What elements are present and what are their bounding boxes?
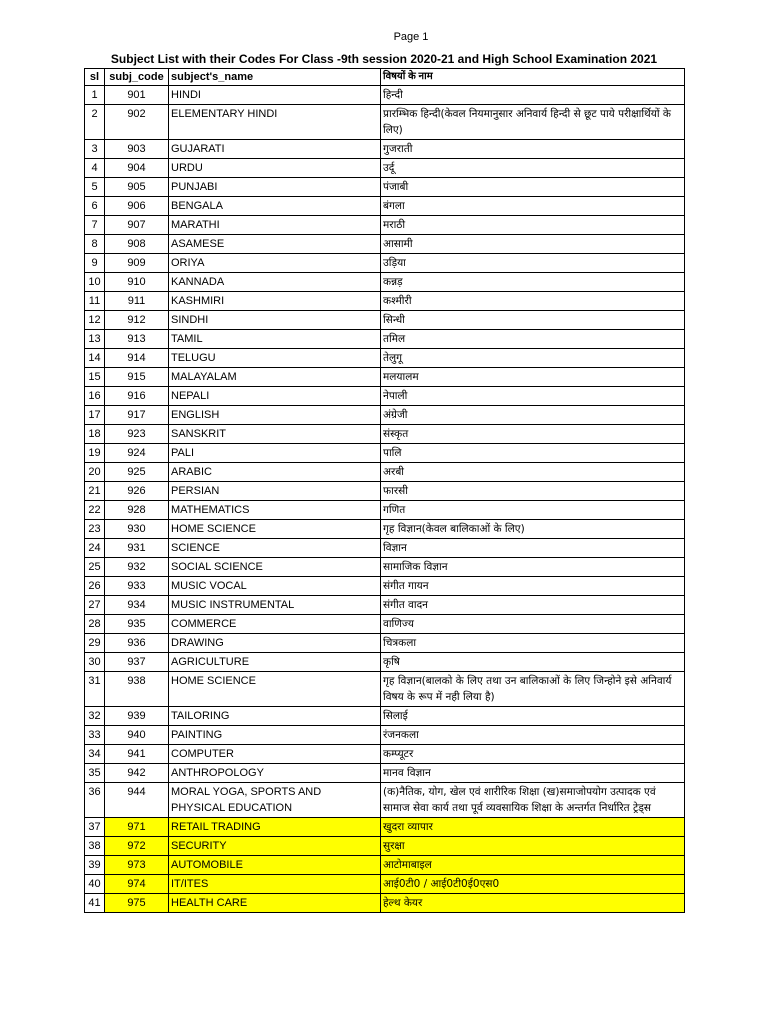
cell-subject-code: 924 xyxy=(105,444,169,463)
cell-subject-name: PALI xyxy=(169,444,381,463)
cell-subject-code: 901 xyxy=(105,86,169,105)
cell-serial-number: 29 xyxy=(85,634,105,653)
cell-subject-code: 904 xyxy=(105,159,169,178)
cell-subject-code: 942 xyxy=(105,764,169,783)
cell-subject-code: 906 xyxy=(105,197,169,216)
cell-subject-name: IT/ITES xyxy=(169,875,381,894)
cell-serial-number: 30 xyxy=(85,653,105,672)
cell-serial-number: 4 xyxy=(85,159,105,178)
cell-serial-number: 37 xyxy=(85,818,105,837)
cell-subject-code: 971 xyxy=(105,818,169,837)
cell-subject-name: DRAWING xyxy=(169,634,381,653)
cell-serial-number: 21 xyxy=(85,482,105,501)
cell-hindi-name: चित्रकला xyxy=(381,634,685,653)
table-row xyxy=(85,482,685,501)
cell-serial-number: 25 xyxy=(85,558,105,577)
cell-subject-code: 975 xyxy=(105,894,169,913)
table-row xyxy=(85,292,685,311)
cell-serial-number: 32 xyxy=(85,707,105,726)
cell-hindi-name: गृह विज्ञान(केवल बालिकाओं के लिए) xyxy=(381,520,685,539)
cell-subject-name: NEPALI xyxy=(169,387,381,406)
table-row xyxy=(85,273,685,292)
cell-subject-name: PUNJABI xyxy=(169,178,381,197)
table-row xyxy=(85,105,685,140)
cell-subject-code: 933 xyxy=(105,577,169,596)
table-row xyxy=(85,653,685,672)
cell-serial-number: 6 xyxy=(85,197,105,216)
cell-serial-number: 14 xyxy=(85,349,105,368)
cell-serial-number: 3 xyxy=(85,140,105,159)
cell-subject-name: SCIENCE xyxy=(169,539,381,558)
table-row xyxy=(85,837,685,856)
column-header-hindi-name: विषयों के नाम xyxy=(381,69,685,86)
cell-hindi-name: आटोमाबाइल xyxy=(381,856,685,875)
cell-serial-number: 27 xyxy=(85,596,105,615)
cell-subject-code: 941 xyxy=(105,745,169,764)
cell-subject-name: URDU xyxy=(169,159,381,178)
cell-subject-name: COMPUTER xyxy=(169,745,381,764)
cell-subject-name: SECURITY xyxy=(169,837,381,856)
cell-serial-number: 40 xyxy=(85,875,105,894)
table-row xyxy=(85,425,685,444)
cell-subject-code: 917 xyxy=(105,406,169,425)
cell-subject-code: 923 xyxy=(105,425,169,444)
table-row xyxy=(85,875,685,894)
cell-subject-name: MALAYALAM xyxy=(169,368,381,387)
cell-serial-number: 39 xyxy=(85,856,105,875)
cell-serial-number: 26 xyxy=(85,577,105,596)
cell-subject-name: SINDHI xyxy=(169,311,381,330)
cell-hindi-name: कश्मीरी xyxy=(381,292,685,311)
column-header-subj-code: subj_code xyxy=(105,69,169,86)
cell-subject-code: 914 xyxy=(105,349,169,368)
cell-hindi-name: आई0टी0 / आई0टी0ई0एस0 xyxy=(381,875,685,894)
cell-hindi-name: पालि xyxy=(381,444,685,463)
cell-serial-number: 13 xyxy=(85,330,105,349)
table-row xyxy=(85,818,685,837)
cell-hindi-name: हेल्थ केयर xyxy=(381,894,685,913)
cell-subject-name: HEALTH CARE xyxy=(169,894,381,913)
cell-subject-name: KANNADA xyxy=(169,273,381,292)
table-row xyxy=(85,406,685,425)
cell-hindi-name: संगीत वादन xyxy=(381,596,685,615)
cell-subject-name: HINDI xyxy=(169,86,381,105)
cell-serial-number: 1 xyxy=(85,86,105,105)
table-row xyxy=(85,349,685,368)
cell-subject-code: 916 xyxy=(105,387,169,406)
table-row xyxy=(85,783,685,818)
table-row xyxy=(85,745,685,764)
cell-serial-number: 23 xyxy=(85,520,105,539)
document-title: Subject List with their Codes For Class -9th session 2020-21 and High School Examination 2021 xyxy=(110,52,658,66)
cell-subject-name: RETAIL TRADING xyxy=(169,818,381,837)
cell-subject-name: MORAL YOGA, SPORTS AND PHYSICAL EDUCATION xyxy=(169,783,381,818)
cell-subject-name: TAMIL xyxy=(169,330,381,349)
cell-subject-code: 911 xyxy=(105,292,169,311)
cell-serial-number: 5 xyxy=(85,178,105,197)
cell-serial-number: 28 xyxy=(85,615,105,634)
table-row xyxy=(85,86,685,105)
cell-subject-name: HOME SCIENCE xyxy=(169,520,381,539)
cell-serial-number: 24 xyxy=(85,539,105,558)
cell-serial-number: 22 xyxy=(85,501,105,520)
table-row xyxy=(85,501,685,520)
cell-serial-number: 33 xyxy=(85,726,105,745)
cell-subject-code: 932 xyxy=(105,558,169,577)
table-row xyxy=(85,140,685,159)
cell-hindi-name: मराठी xyxy=(381,216,685,235)
cell-serial-number: 41 xyxy=(85,894,105,913)
cell-serial-number: 9 xyxy=(85,254,105,273)
cell-subject-name: GUJARATI xyxy=(169,140,381,159)
cell-hindi-name: गृह विज्ञान(बालको के लिए तथा उन बालिकाओं के लिए जिन्होने इसे अनिवार्य विषय के रूप में नही लिया है) xyxy=(381,672,685,707)
cell-subject-name: ARABIC xyxy=(169,463,381,482)
cell-subject-name: PAINTING xyxy=(169,726,381,745)
cell-subject-code: 944 xyxy=(105,783,169,818)
cell-serial-number: 20 xyxy=(85,463,105,482)
cell-subject-name: TELUGU xyxy=(169,349,381,368)
cell-serial-number: 17 xyxy=(85,406,105,425)
cell-hindi-name: कृषि xyxy=(381,653,685,672)
cell-hindi-name: हिन्दी xyxy=(381,86,685,105)
cell-hindi-name: तमिल xyxy=(381,330,685,349)
cell-serial-number: 15 xyxy=(85,368,105,387)
cell-subject-code: 909 xyxy=(105,254,169,273)
cell-subject-code: 973 xyxy=(105,856,169,875)
cell-hindi-name: सामाजिक विज्ञान xyxy=(381,558,685,577)
cell-hindi-name: (क)नैतिक, योग, खेल एवं शारीरिक शिक्षा (ख)समाजोपयोग उत्पादक एवं सामाज सेवा कार्य तथा पूर्व व्यवसायिक शिक्षा के अन्तर्गत निर्धारित ट्रेड्स xyxy=(381,783,685,818)
cell-hindi-name: गुजराती xyxy=(381,140,685,159)
cell-hindi-name: वाणिज्य xyxy=(381,615,685,634)
cell-subject-code: 972 xyxy=(105,837,169,856)
cell-subject-code: 902 xyxy=(105,105,169,140)
cell-hindi-name: उड़िया xyxy=(381,254,685,273)
cell-hindi-name: तेलुगू xyxy=(381,349,685,368)
table-row xyxy=(85,197,685,216)
cell-subject-code: 915 xyxy=(105,368,169,387)
subject-code-table xyxy=(84,68,685,913)
cell-subject-code: 905 xyxy=(105,178,169,197)
cell-subject-name: AGRICULTURE xyxy=(169,653,381,672)
table-row xyxy=(85,311,685,330)
cell-hindi-name: कम्प्यूटर xyxy=(381,745,685,764)
cell-serial-number: 38 xyxy=(85,837,105,856)
cell-serial-number: 35 xyxy=(85,764,105,783)
cell-hindi-name: अंग्रेजी xyxy=(381,406,685,425)
table-row xyxy=(85,764,685,783)
cell-hindi-name: मलयालम xyxy=(381,368,685,387)
table-row xyxy=(85,596,685,615)
table-row xyxy=(85,463,685,482)
cell-serial-number: 18 xyxy=(85,425,105,444)
cell-hindi-name: सिन्धी xyxy=(381,311,685,330)
cell-subject-name: TAILORING xyxy=(169,707,381,726)
cell-hindi-name: सिलाई xyxy=(381,707,685,726)
table-row xyxy=(85,615,685,634)
table-body xyxy=(85,86,685,913)
cell-hindi-name: संस्कृत xyxy=(381,425,685,444)
cell-serial-number: 8 xyxy=(85,235,105,254)
cell-subject-code: 910 xyxy=(105,273,169,292)
table-row xyxy=(85,444,685,463)
cell-subject-code: 939 xyxy=(105,707,169,726)
cell-subject-name: MARATHI xyxy=(169,216,381,235)
cell-subject-code: 925 xyxy=(105,463,169,482)
cell-hindi-name: नेपाली xyxy=(381,387,685,406)
cell-hindi-name: कन्नड़ xyxy=(381,273,685,292)
table-row xyxy=(85,368,685,387)
cell-subject-code: 928 xyxy=(105,501,169,520)
cell-subject-name: SOCIAL SCIENCE xyxy=(169,558,381,577)
cell-serial-number: 7 xyxy=(85,216,105,235)
cell-subject-code: 974 xyxy=(105,875,169,894)
cell-serial-number: 34 xyxy=(85,745,105,764)
table-row xyxy=(85,558,685,577)
cell-subject-name: ELEMENTARY HINDI xyxy=(169,105,381,140)
page-number-label: Page 1 xyxy=(393,31,429,43)
cell-serial-number: 11 xyxy=(85,292,105,311)
cell-subject-code: 907 xyxy=(105,216,169,235)
cell-subject-name: ORIYA xyxy=(169,254,381,273)
table-row xyxy=(85,577,685,596)
cell-subject-code: 934 xyxy=(105,596,169,615)
cell-subject-name: ASAMESE xyxy=(169,235,381,254)
table-row xyxy=(85,539,685,558)
cell-subject-name: MATHEMATICS xyxy=(169,501,381,520)
cell-hindi-name: विज्ञान xyxy=(381,539,685,558)
table-row xyxy=(85,672,685,707)
cell-serial-number: 19 xyxy=(85,444,105,463)
cell-hindi-name: आसामी xyxy=(381,235,685,254)
cell-subject-name: BENGALA xyxy=(169,197,381,216)
table-row xyxy=(85,254,685,273)
cell-serial-number: 12 xyxy=(85,311,105,330)
cell-hindi-name: फारसी xyxy=(381,482,685,501)
table-row xyxy=(85,634,685,653)
cell-hindi-name: उर्दू xyxy=(381,159,685,178)
table-header-row xyxy=(85,69,685,86)
cell-hindi-name: प्रारम्भिक हिन्दी(केवल नियमानुसार अनिवार्य हिन्दी से छूट पाये परीक्षार्थियों के लिए) xyxy=(381,105,685,140)
cell-subject-name: ENGLISH xyxy=(169,406,381,425)
column-header-sl: sl xyxy=(85,69,105,86)
cell-subject-code: 913 xyxy=(105,330,169,349)
table-row xyxy=(85,235,685,254)
cell-subject-code: 938 xyxy=(105,672,169,707)
cell-subject-name: ANTHROPOLOGY xyxy=(169,764,381,783)
cell-subject-code: 903 xyxy=(105,140,169,159)
cell-subject-code: 937 xyxy=(105,653,169,672)
cell-subject-name: SANSKRIT xyxy=(169,425,381,444)
cell-hindi-name: अरबी xyxy=(381,463,685,482)
table-row xyxy=(85,387,685,406)
column-header-subject-name: subject's_name xyxy=(169,69,381,86)
cell-hindi-name: संगीत गायन xyxy=(381,577,685,596)
table-row xyxy=(85,216,685,235)
cell-subject-code: 931 xyxy=(105,539,169,558)
table-row xyxy=(85,520,685,539)
cell-hindi-name: पंजाबी xyxy=(381,178,685,197)
table-row xyxy=(85,159,685,178)
cell-hindi-name: रंजनकला xyxy=(381,726,685,745)
cell-hindi-name: बंगला xyxy=(381,197,685,216)
cell-subject-name: PERSIAN xyxy=(169,482,381,501)
table-row xyxy=(85,707,685,726)
cell-subject-code: 912 xyxy=(105,311,169,330)
table-row xyxy=(85,894,685,913)
cell-serial-number: 31 xyxy=(85,672,105,707)
cell-subject-name: HOME SCIENCE xyxy=(169,672,381,707)
cell-hindi-name: गणित xyxy=(381,501,685,520)
cell-subject-code: 926 xyxy=(105,482,169,501)
cell-subject-code: 908 xyxy=(105,235,169,254)
table-row xyxy=(85,726,685,745)
cell-serial-number: 2 xyxy=(85,105,105,140)
cell-hindi-name: मानव विज्ञान xyxy=(381,764,685,783)
cell-subject-code: 935 xyxy=(105,615,169,634)
cell-serial-number: 16 xyxy=(85,387,105,406)
cell-subject-name: KASHMIRI xyxy=(169,292,381,311)
cell-hindi-name: सुरक्षा xyxy=(381,837,685,856)
table-row xyxy=(85,178,685,197)
table-row xyxy=(85,330,685,349)
cell-subject-code: 936 xyxy=(105,634,169,653)
cell-subject-name: MUSIC VOCAL xyxy=(169,577,381,596)
cell-subject-name: COMMERCE xyxy=(169,615,381,634)
cell-subject-name: AUTOMOBILE xyxy=(169,856,381,875)
cell-subject-code: 930 xyxy=(105,520,169,539)
cell-serial-number: 10 xyxy=(85,273,105,292)
cell-serial-number: 36 xyxy=(85,783,105,818)
cell-subject-name: MUSIC INSTRUMENTAL xyxy=(169,596,381,615)
cell-hindi-name: खुदरा व्यापार xyxy=(381,818,685,837)
cell-subject-code: 940 xyxy=(105,726,169,745)
table-row xyxy=(85,856,685,875)
